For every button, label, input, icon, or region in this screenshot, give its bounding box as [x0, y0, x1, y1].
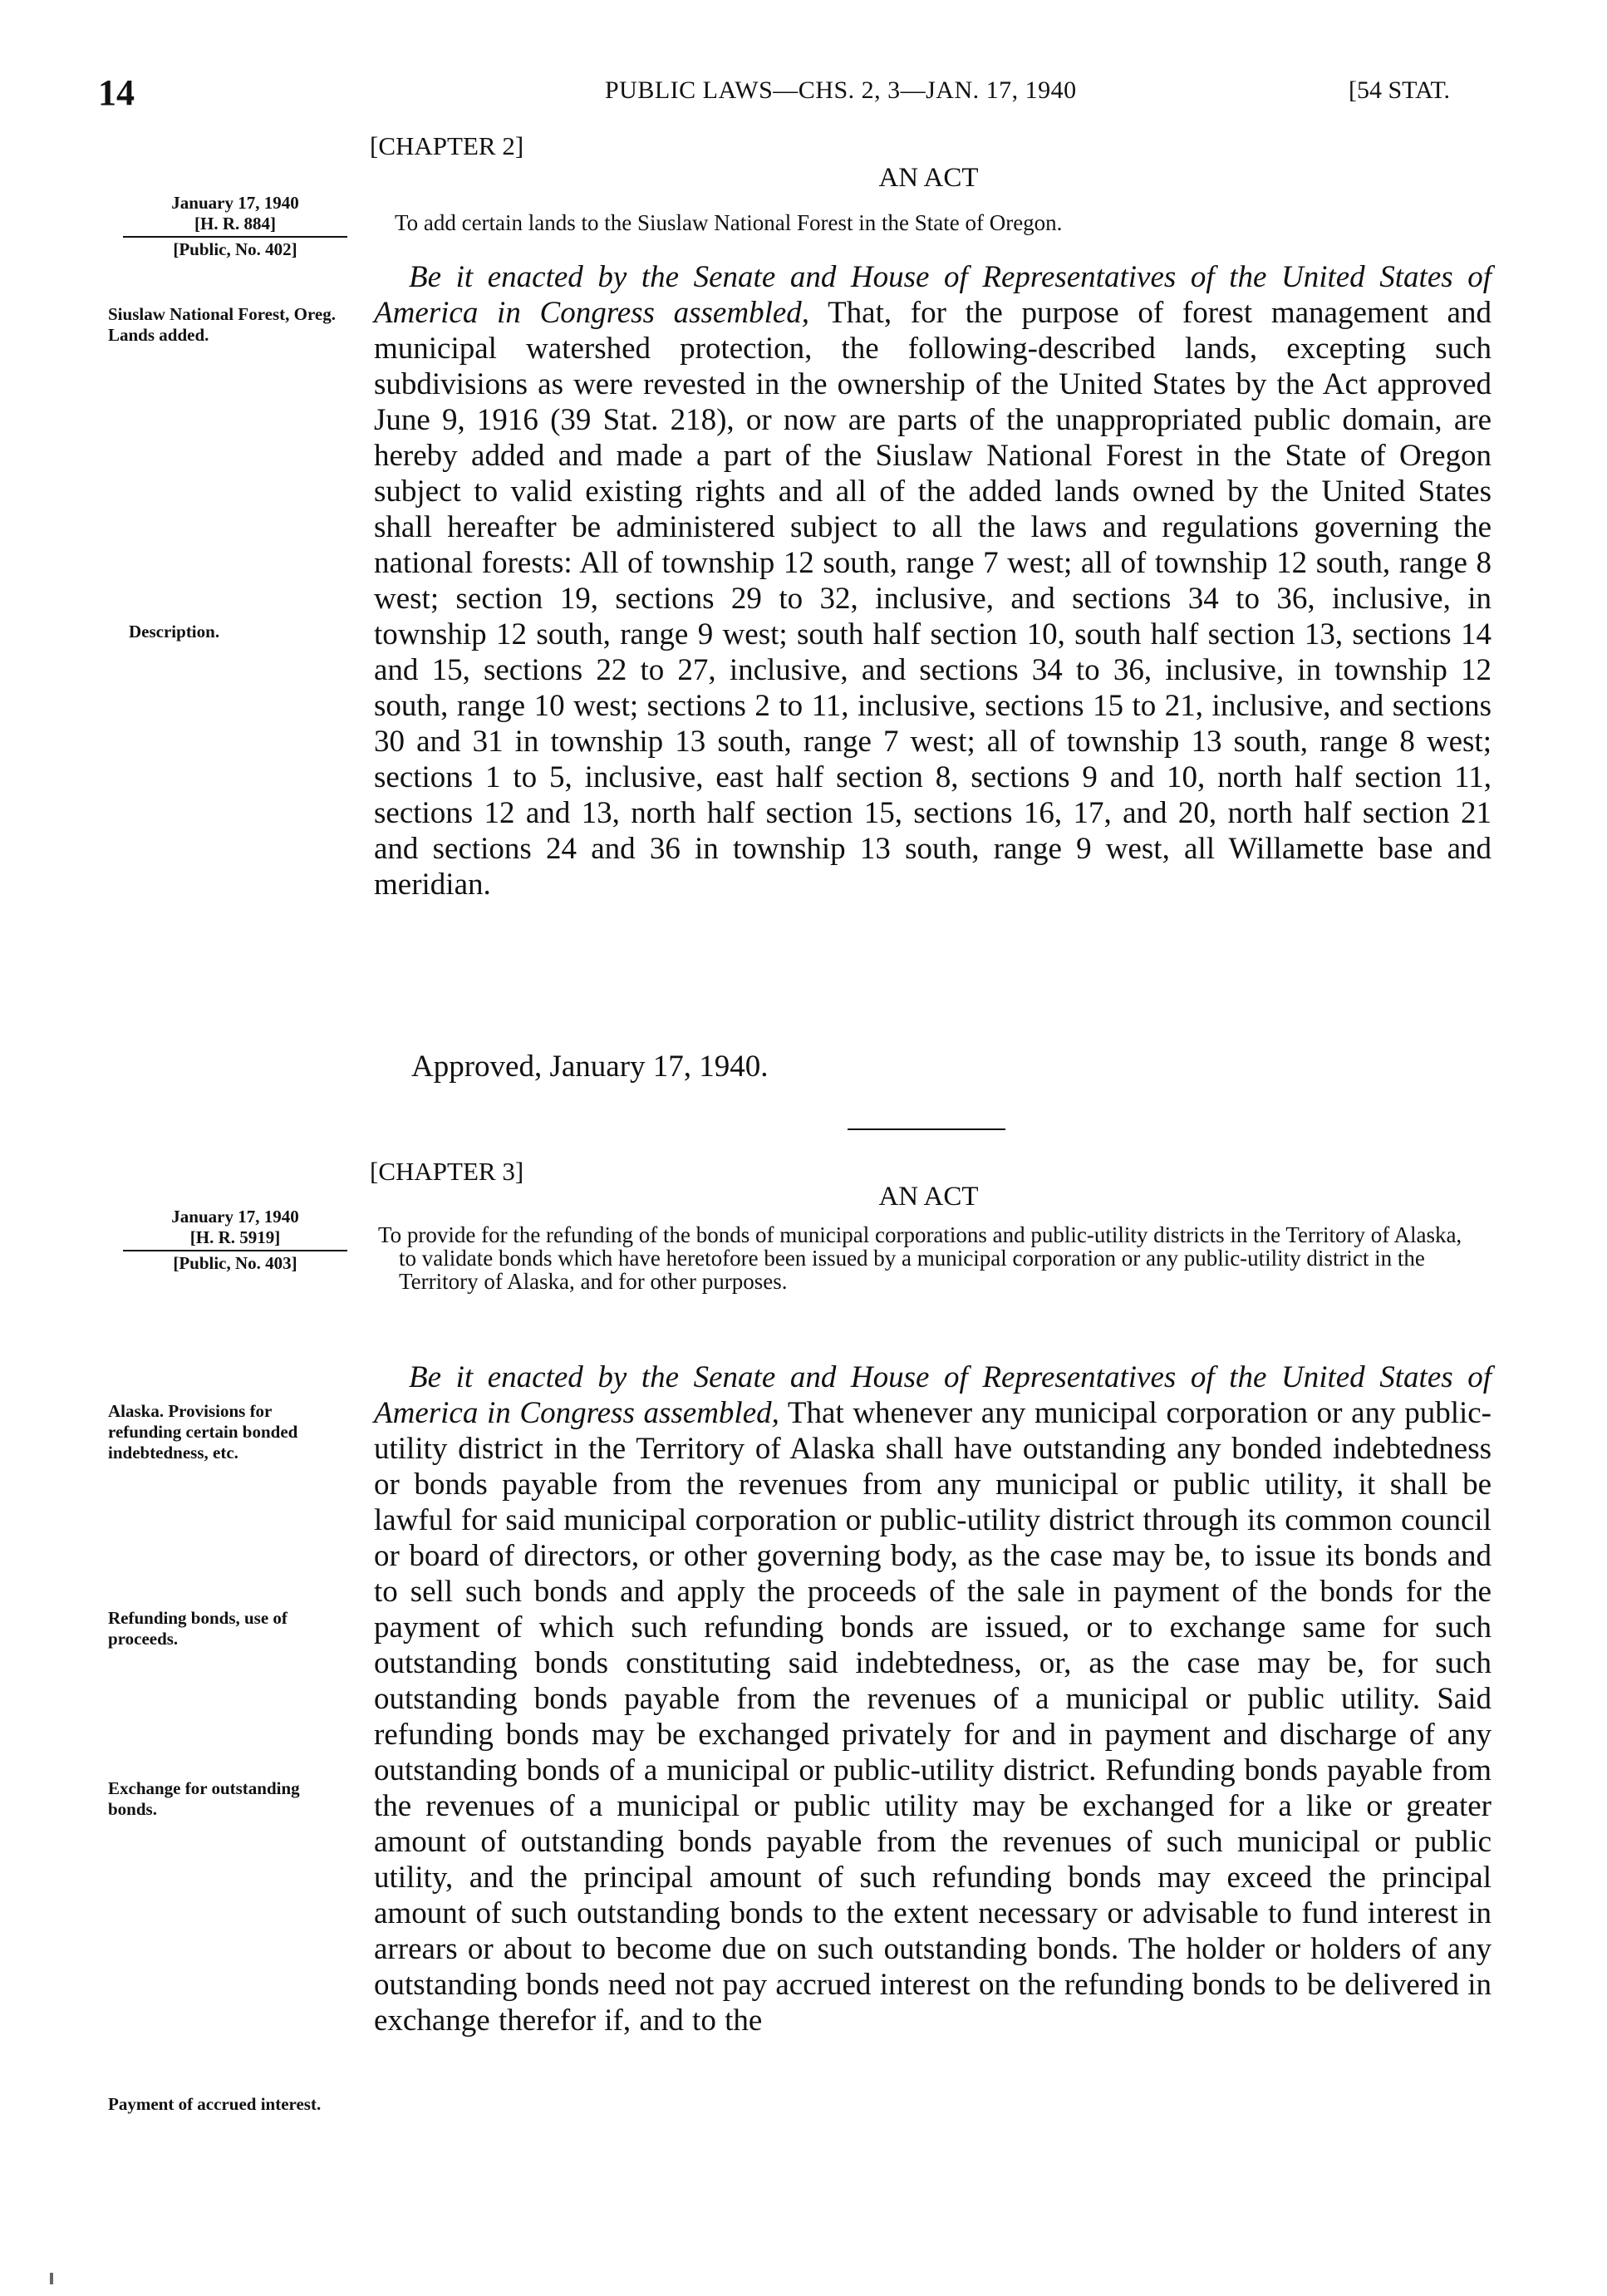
chapter-3-margin-public-no: [Public, No. 403] — [173, 1253, 297, 1273]
chapter-3-margin-citation — [123, 1207, 347, 1274]
page-number: 14 — [98, 72, 135, 113]
chapter-3-enacting-clause: Be it enacted by the Senate and House of Representatives of the United States of America in Congress assembled, — [374, 1360, 1492, 1430]
chapter-2-margin-public-no: [Public, No. 402] — [173, 239, 297, 259]
chapter-2-an-act-heading: AN ACT — [878, 163, 979, 193]
page-header — [98, 71, 1494, 121]
chapter-2-margin-topic: Siuslaw National Forest, Oreg. Lands added. — [108, 304, 336, 345]
chapter-3-margin-topic: Alaska. Provisions for refunding certain bonded indebtedness, etc. — [108, 1401, 298, 1463]
chapter-2-purpose: To add certain lands to the Siuslaw National Forest in the State of Oregon. — [395, 210, 1063, 235]
chapter-3-body — [374, 1359, 1492, 2038]
chapter-3-body-text: That whenever any municipal corporation or any public-utility district in the Territory of Alaska shall have outstanding any bonded indebtedness or bonds payable from the revenues from any municipal or public utility, it shall be lawful for said municipal corporation or public-utility district through its common council or board of directors, or other governing body, as the case may be, to issue its bonds and to sell such bonds and apply the proceeds of the sale in payment of the bonds for the payment of which such refunding bonds are issued, or to exchange same for such outstanding bonds constituting said indebtedness, or, as the case may be, for such outstanding bonds payable from the revenues of a municipal or public utility. Said refunding bonds may be exchanged privately for and in payment and discharge of any outstanding bonds of a municipal or public-utility district. Refunding bonds payable from the revenues of a municipal or public utility may be exchanged for a like or greater amount of outstanding bonds payable from the revenues of such municipal or public utility, and the principal amount of such refunding bonds may exceed the principal amount of such outstanding bonds to the extent necessary or advisable to fund interest in arrears or about to become due on such outstanding bonds. The holder or holders of any outstanding bonds need not pay accrued interest on the refunding bonds to be delivered in exchange therefor if, and to the — [374, 1396, 1492, 2038]
chapter-3-margin-date: January 17, 1940 — [171, 1207, 299, 1227]
running-head: PUBLIC LAWS—CHS. 2, 3—JAN. 17, 1940 — [605, 76, 1077, 104]
chapter-3-margin-refunding: Refunding bonds, use of proceeds. — [108, 1608, 287, 1649]
chapter-2-margin-bill: [H. R. 884] — [194, 214, 276, 234]
volume-reference: [54 STAT. — [1349, 76, 1451, 104]
chapter-2-label: [CHAPTER 2] — [370, 131, 524, 160]
chapter-3-margin-exchange: Exchange for outstanding bonds. — [108, 1778, 300, 1819]
chapter-3-purpose: To provide for the refunding of the bonds of municipal corporations and public-utility districts in the Territory of Alaska, to validate bonds which have heretofore been issued by a municipal corporation or any public-utility district in the Territory of Alaska, and for other purposes. — [378, 1222, 1462, 1294]
chapter-2-margin-date: January 17, 1940 — [171, 193, 299, 213]
chapter-separator-rule — [848, 1128, 1005, 1130]
chapter-3-margin-rule — [123, 1250, 347, 1251]
scan-margin-mark — [50, 2273, 53, 2284]
chapter-3-an-act-heading: AN ACT — [878, 1182, 979, 1212]
chapter-2-margin-description: Description. — [129, 622, 220, 642]
chapter-2-approved: Approved, January 17, 1940. — [411, 1050, 769, 1084]
chapter-2-body — [374, 259, 1492, 902]
chapter-3-margin-bill: [H. R. 5919] — [189, 1227, 281, 1247]
chapter-2-enacting-clause: Be it enacted by the Senate and House of Representatives of the United States of America in Congress assembled, — [374, 260, 1492, 330]
chapter-2-body-text: That, for the purpose of forest management and municipal watershed protection, the following-described lands, excepting such subdivisions as were revested in the ownership of the United States by the Act approved June 9, 1916 (39 Stat. 218), or now are parts of the unappropriated public domain, are hereby added and made a part of the Siuslaw National Forest in the State of Oregon subject to valid existing rights and all of the added lands owned by the United States shall hereafter be administered subject to all the laws and regulations governing the national forests: All of township 12 south, range 7 west; all of township 12 south, range 8 west; section 19, sections 29 to 32, inclusive, and sections 34 to 36, inclusive, in township 12 south, range 9 west; south half section 10, south half section 13, sections 14 and 15, sections 22 to 27, inclusive, and sections 34 to 36, inclusive, in township 12 south, range 10 west; sections 2 to 11, inclusive, sections 15 to 21, inclusive, and sections 30 and 31 in township 13 south, range 7 west; all of township 13 south, range 8 west; sections 1 to 5, inclusive, east half section 8, sections 9 and 10, north half section 11, sections 12 and 13, north half section 15, sections 16, 17, and 20, north half section 21 and sections 24 and 36 in township 13 south, range 9 west, all Willamette base and meridian. — [374, 296, 1492, 902]
chapter-3-margin-payment: Payment of accrued interest. — [108, 2094, 322, 2114]
chapter-2-margin-citation — [123, 193, 347, 260]
chapter-2-margin-rule — [123, 236, 347, 238]
chapter-3-label: [CHAPTER 3] — [370, 1157, 524, 1186]
